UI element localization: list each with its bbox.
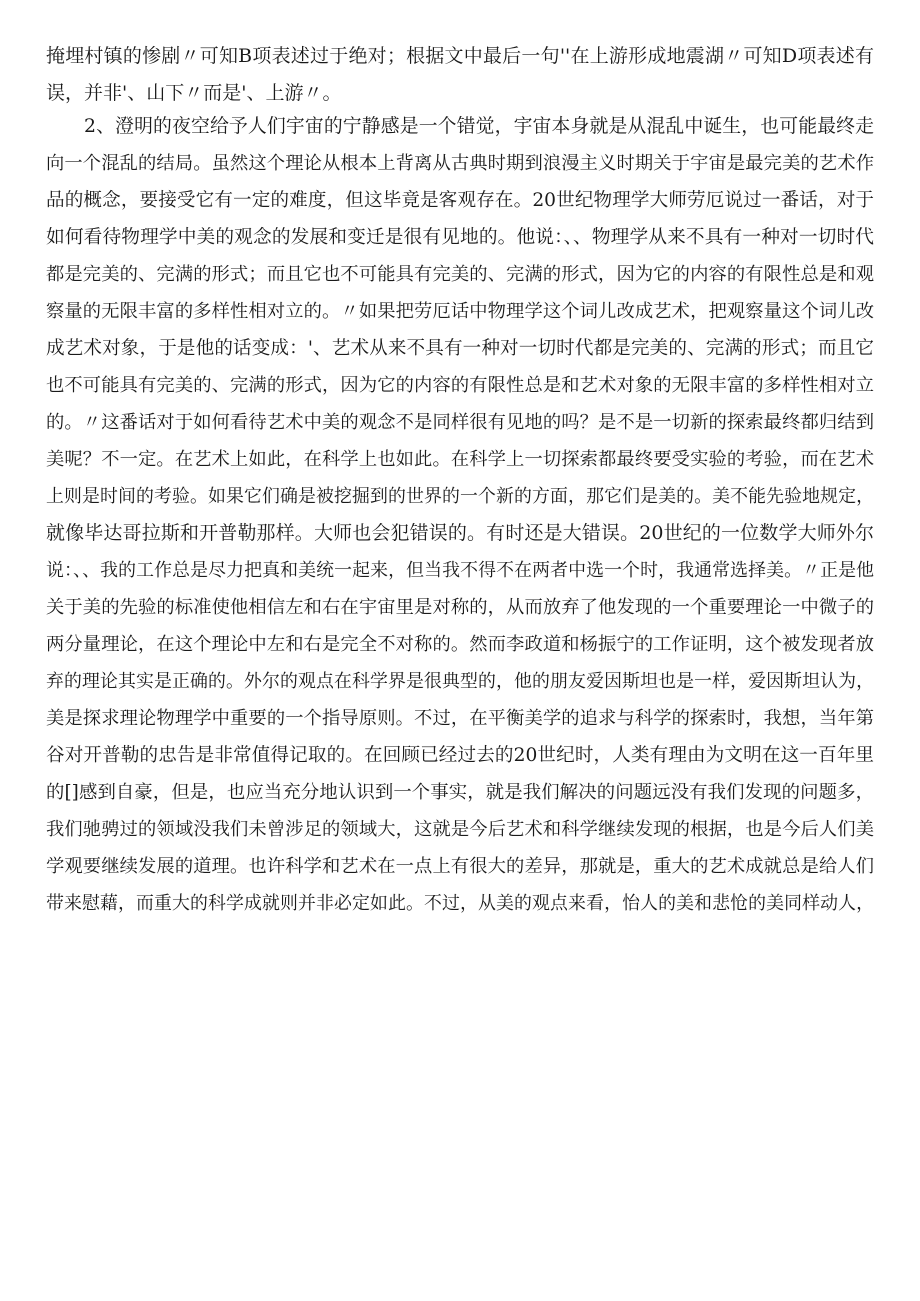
text-line: 察量的无限丰富的多样性相对立的。〃如果把劳厄话中物理学这个词儿改成艺术，把观察量这个词儿改 (46, 301, 874, 322)
text-line: 上则是时间的考验。如果它们确是被挖掘到的世界的一个新的方面，那它们是美的。美不能先验地规定， (46, 486, 874, 507)
text-line: 关于美的先验的标准使他相信左和右在宇宙里是对称的，从而放弃了他发现的一个重要理论一中微子的 (46, 597, 874, 618)
text-line: 的[]感到自豪，但是，也应当充分地认识到一个事实，就是我们解决的问题远没有我们发现的问题多， (46, 782, 874, 803)
text-line: 都是完美的、完满的形式；而且它也不可能具有完美的、完满的形式，因为它的内容的有限性总是和观 (46, 264, 874, 285)
text-line: 美是探求理论物理学中重要的一个指导原则。不过，在平衡美学的追求与科学的探索时，我想，当年第 (46, 708, 874, 729)
text-line: 也不可能具有完美的、完满的形式，因为它的内容的有限性总是和艺术对象的无限丰富的多样性相对立 (46, 375, 874, 396)
text-line: 成艺术对象，于是他的话变成：'、艺术从来不具有一种对一切时代都是完美的、完满的形式；而且它 (46, 338, 874, 359)
text-line: 说：、、我的工作总是尽力把真和美统一起来，但当我不得不在两者中选一个时，我通常选择美。〃正是他 (46, 560, 874, 581)
text-line: 就像毕达哥拉斯和开普勒那样。大师也会犯错误的。有时还是大错误。20世纪的一位数学大师外尔 (46, 522, 874, 544)
text-line: 我们驰骋过的领域没我们未曾涉足的领域大，这就是今后艺术和科学继续发现的根据，也是今后人们美 (46, 819, 874, 840)
continuation-paragraph (46, 38, 874, 112)
text-line: 带来慰藉，而重大的科学成就则并非必定如此。不过，从美的观点来看，怡人的美和悲怆的美同样动人， (46, 893, 874, 914)
text-line: 误，并非'、山下〃而是'、上游〃。 (46, 82, 342, 104)
text-line: 美呢？不一定。在艺术上如此，在科学上也如此。在科学上一切探索都最终要受实验的考验，而在艺术 (46, 449, 874, 470)
text-line: 两分量理论，在这个理论中左和右是完全不对称的。然而李政道和杨振宁的工作证明，这个被发现者放 (46, 634, 874, 655)
text-line: 品的概念，要接受它有一定的难度，但这毕竟是客观存在。20世纪物理学大师劳厄说过一番话，对于 (46, 190, 874, 211)
text-line: 向一个混乱的结局。虽然这个理论从根本上背离从古典时期到浪漫主义时期关于宇宙是最完美的艺术作 (46, 153, 874, 174)
text-line: 如何看待物理学中美的观念的发展和变迁是很有见地的。他说：、、物理学从来不具有一种对一切时代 (46, 227, 874, 248)
text-line: 学观要继续发展的道理。也许科学和艺术在一点上有很大的差异，那就是，重大的艺术成就总是给人们 (46, 856, 874, 877)
question-2-paragraph (46, 108, 874, 922)
text-line: 掩埋村镇的惨剧〃可知B项表述过于绝对；根据文中最后一句''在上游形成地震湖〃可知D项表述有 (46, 45, 874, 67)
text-line: 2、澄明的夜空给予人们宇宙的宁静感是一个错觉，宇宙本身就是从混乱中诞生，也可能最终走 (84, 115, 874, 137)
text-line: 谷对开普勒的忠告是非常值得记取的。在回顾已经过去的20世纪时，人类有理由为文明在这一百年里 (46, 745, 874, 766)
text-line: 的。〃这番话对于如何看待艺术中美的观念不是同样很有见地的吗？是不是一切新的探索最终都归结到 (46, 412, 874, 433)
text-line: 弃的理论其实是正确的。外尔的观点在科学界是很典型的，他的朋友爱因斯坦也是一样，爱因斯坦认为， (46, 671, 874, 692)
